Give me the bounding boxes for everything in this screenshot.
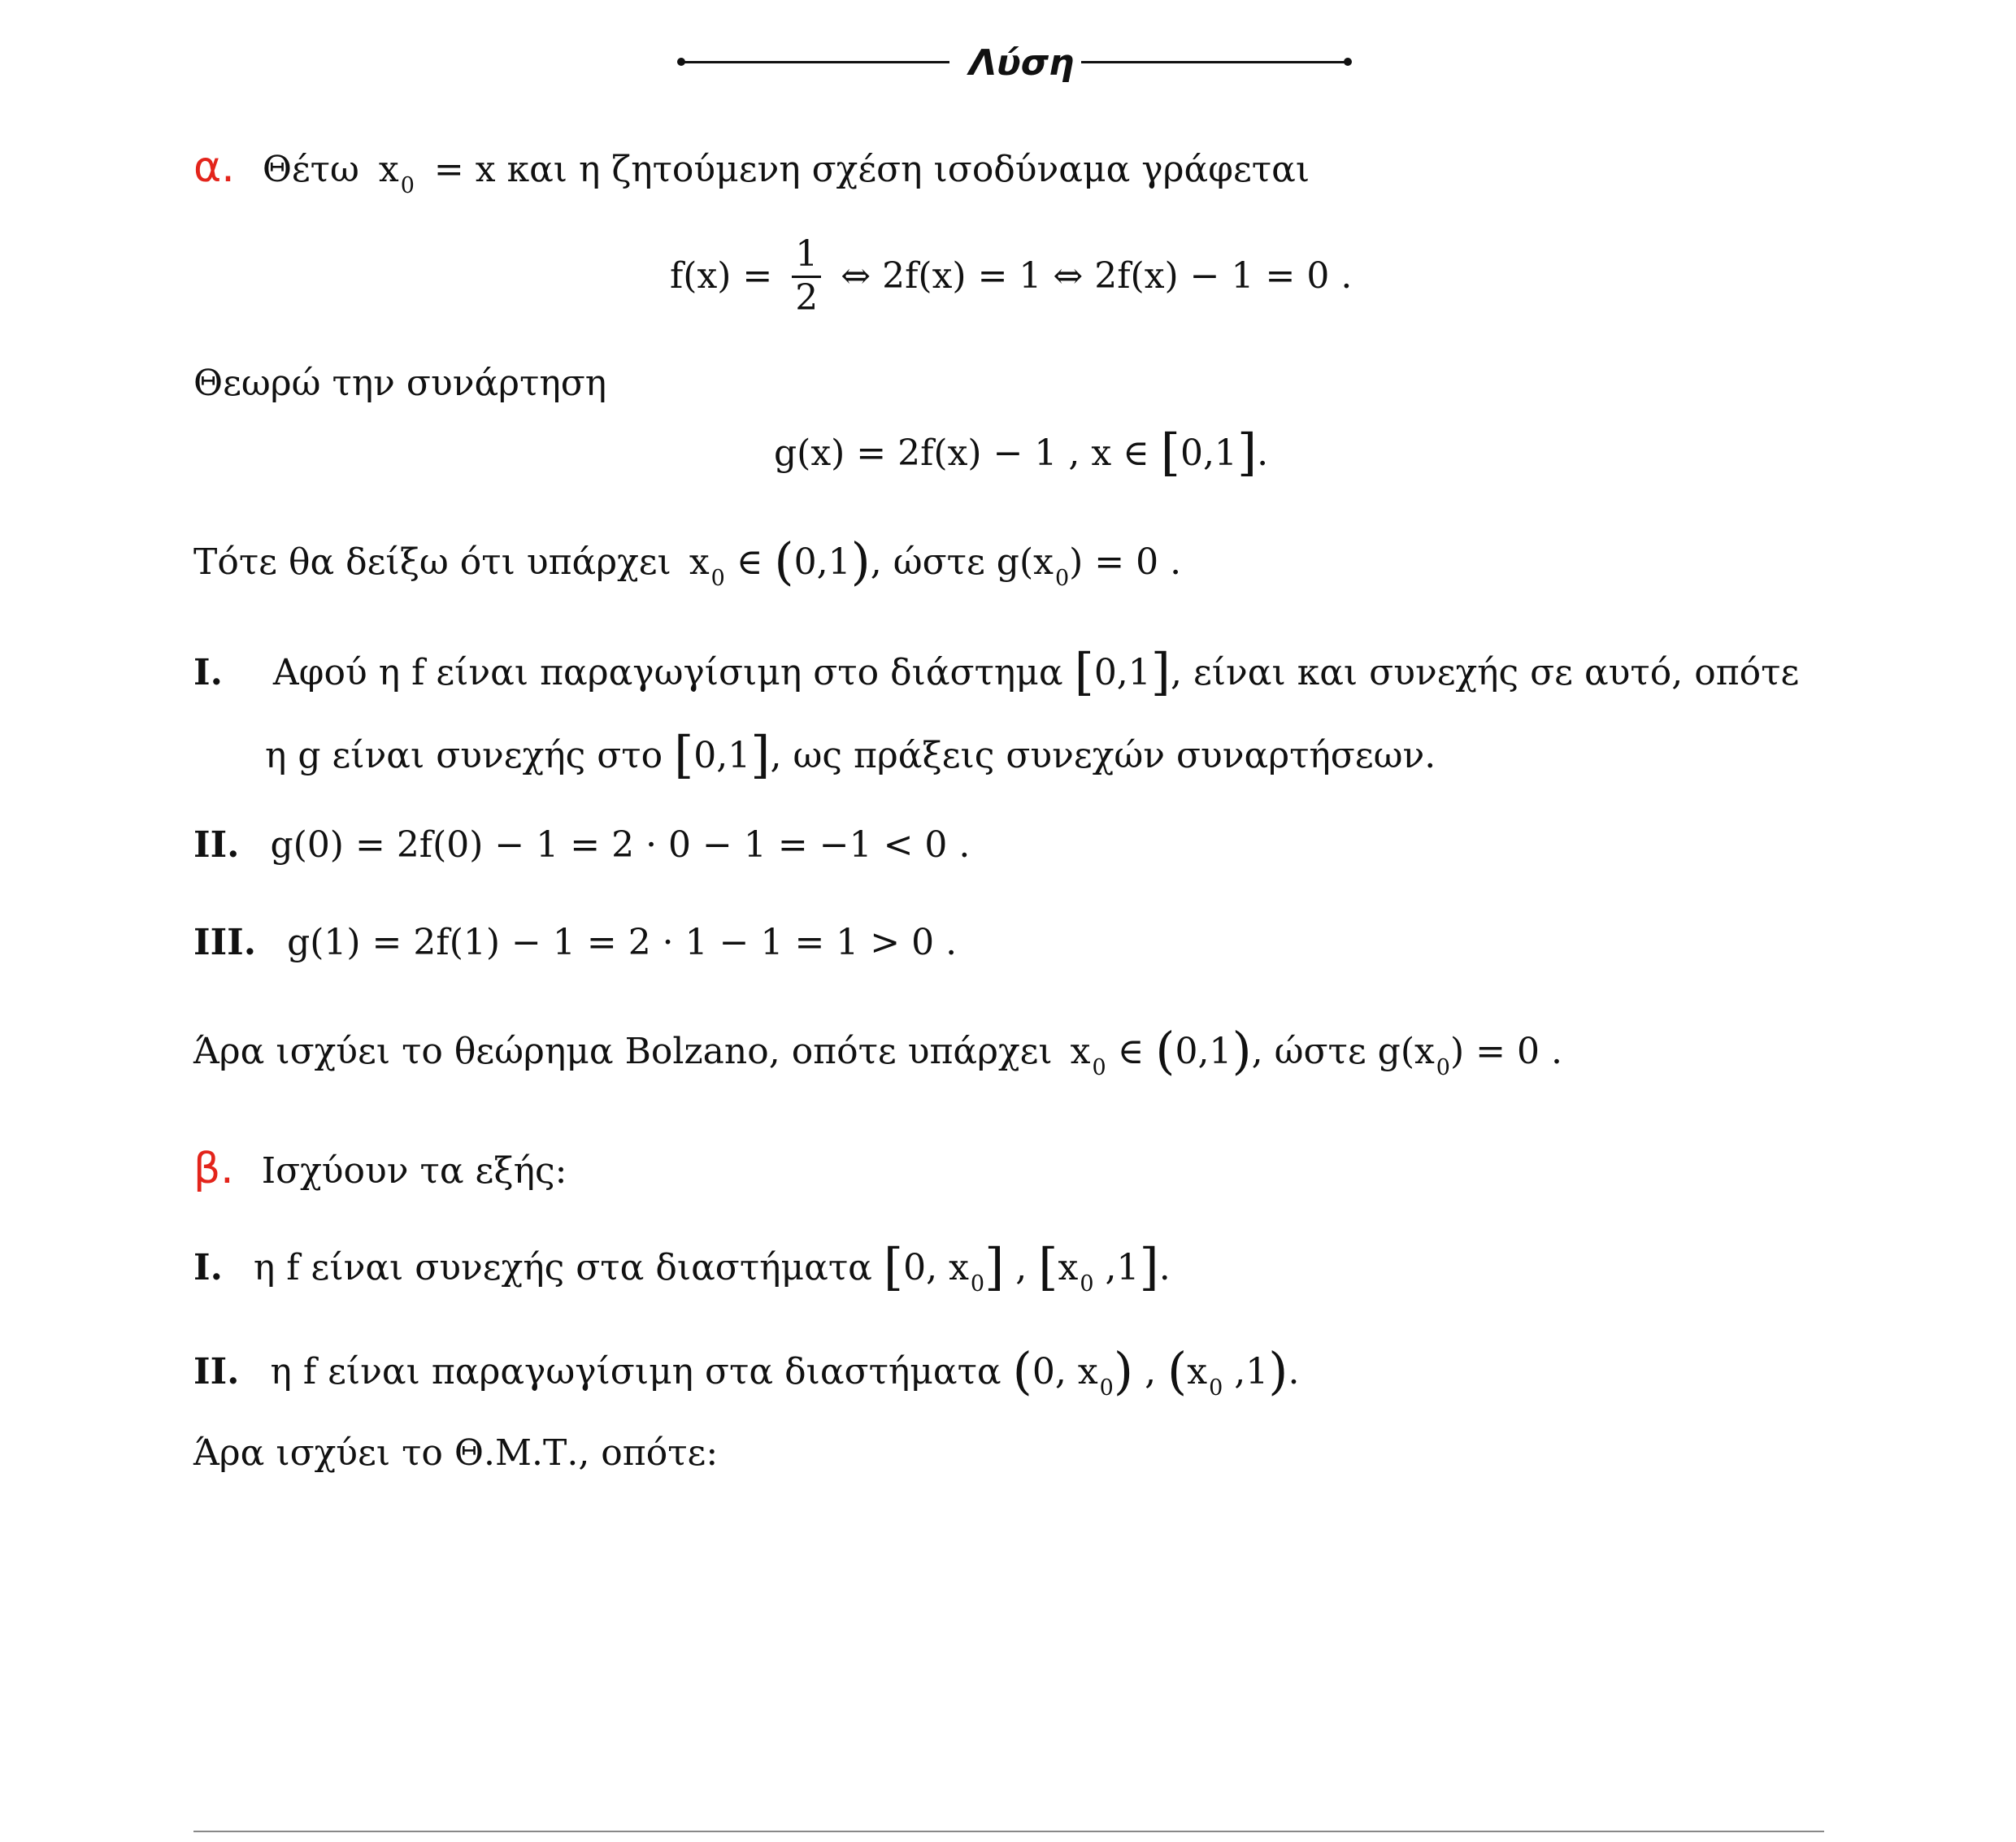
alpha-item-2: II. g(0) = 2f(0) − 1 = 2 · 0 − 1 = −1 < 0 .: [193, 824, 971, 866]
page-title: Λύση: [969, 42, 1075, 84]
beta-marker: β.: [193, 1145, 234, 1193]
alpha-goal: Τότε θα δείξω ότι υπάρχει $x_0$ ∈ (0,1), ώστε $g(x_0) = 0$ .: [193, 532, 1182, 591]
alpha-item-1-line-1: I. Αφού η f είναι παραγωγίσιμη στο διάστημα [0,1], είναι και συνεχής σε αυτό, οπότε: [193, 642, 1800, 702]
beta-intro-line: β. Ισχύουν τα εξής:: [193, 1145, 567, 1193]
beta-item-1: I. η f είναι συνεχής στα διαστήματα [0, $x_0$] , [$x_0$ ,1].: [193, 1237, 1171, 1297]
alpha-equation: f(x) = $\frac{1}{2}$ ⇔ 2f(x) = 1 ⇔ 2f(x) − 1 = 0 .: [670, 233, 1353, 319]
beta-item-2: II. η f είναι παραγωγίσιμη στα διαστήματα (0, $x_0$) , ($x_0$ ,1).: [193, 1341, 1300, 1401]
math-x0: $x_0$: [378, 149, 415, 198]
alpha-item-1-line-2: η g είναι συνεχής στο [0,1], ως πράξεις συνεχών συναρτήσεων.: [265, 725, 1436, 784]
alpha-g-definition: g(x) = 2f(x) − 1 , x ∈ [0,1].: [774, 423, 1269, 482]
alpha-item-3: III. g(1) = 2f(1) − 1 = 2 · 1 − 1 = 1 > 0 .: [193, 922, 958, 963]
header-rule-right: [1081, 61, 1349, 63]
alpha-marker: α.: [193, 143, 235, 192]
alpha-consider: Θεωρώ την συνάρτηση: [193, 363, 607, 404]
fraction-one-half: $\frac{1}{2}$: [792, 234, 821, 319]
header-rule-left: [681, 61, 949, 63]
alpha-conclusion: Άρα ισχύει το θεώρημα Bolzano, οπότε υπάρχει $x_0$ ∈ (0,1), ώστε $g(x_0) = 0$ .: [193, 1021, 1562, 1080]
footer-rule: [193, 1831, 1824, 1832]
alpha-intro-line: α. Θέτω $x_0 = x$ και η ζητούμενη σχέση ισοδύναμα γράφεται: [193, 143, 1310, 198]
header-rule-right-dot: [1344, 58, 1352, 66]
beta-conclusion: Άρα ισχύει το Θ.Μ.Τ., οπότε:: [193, 1432, 719, 1474]
